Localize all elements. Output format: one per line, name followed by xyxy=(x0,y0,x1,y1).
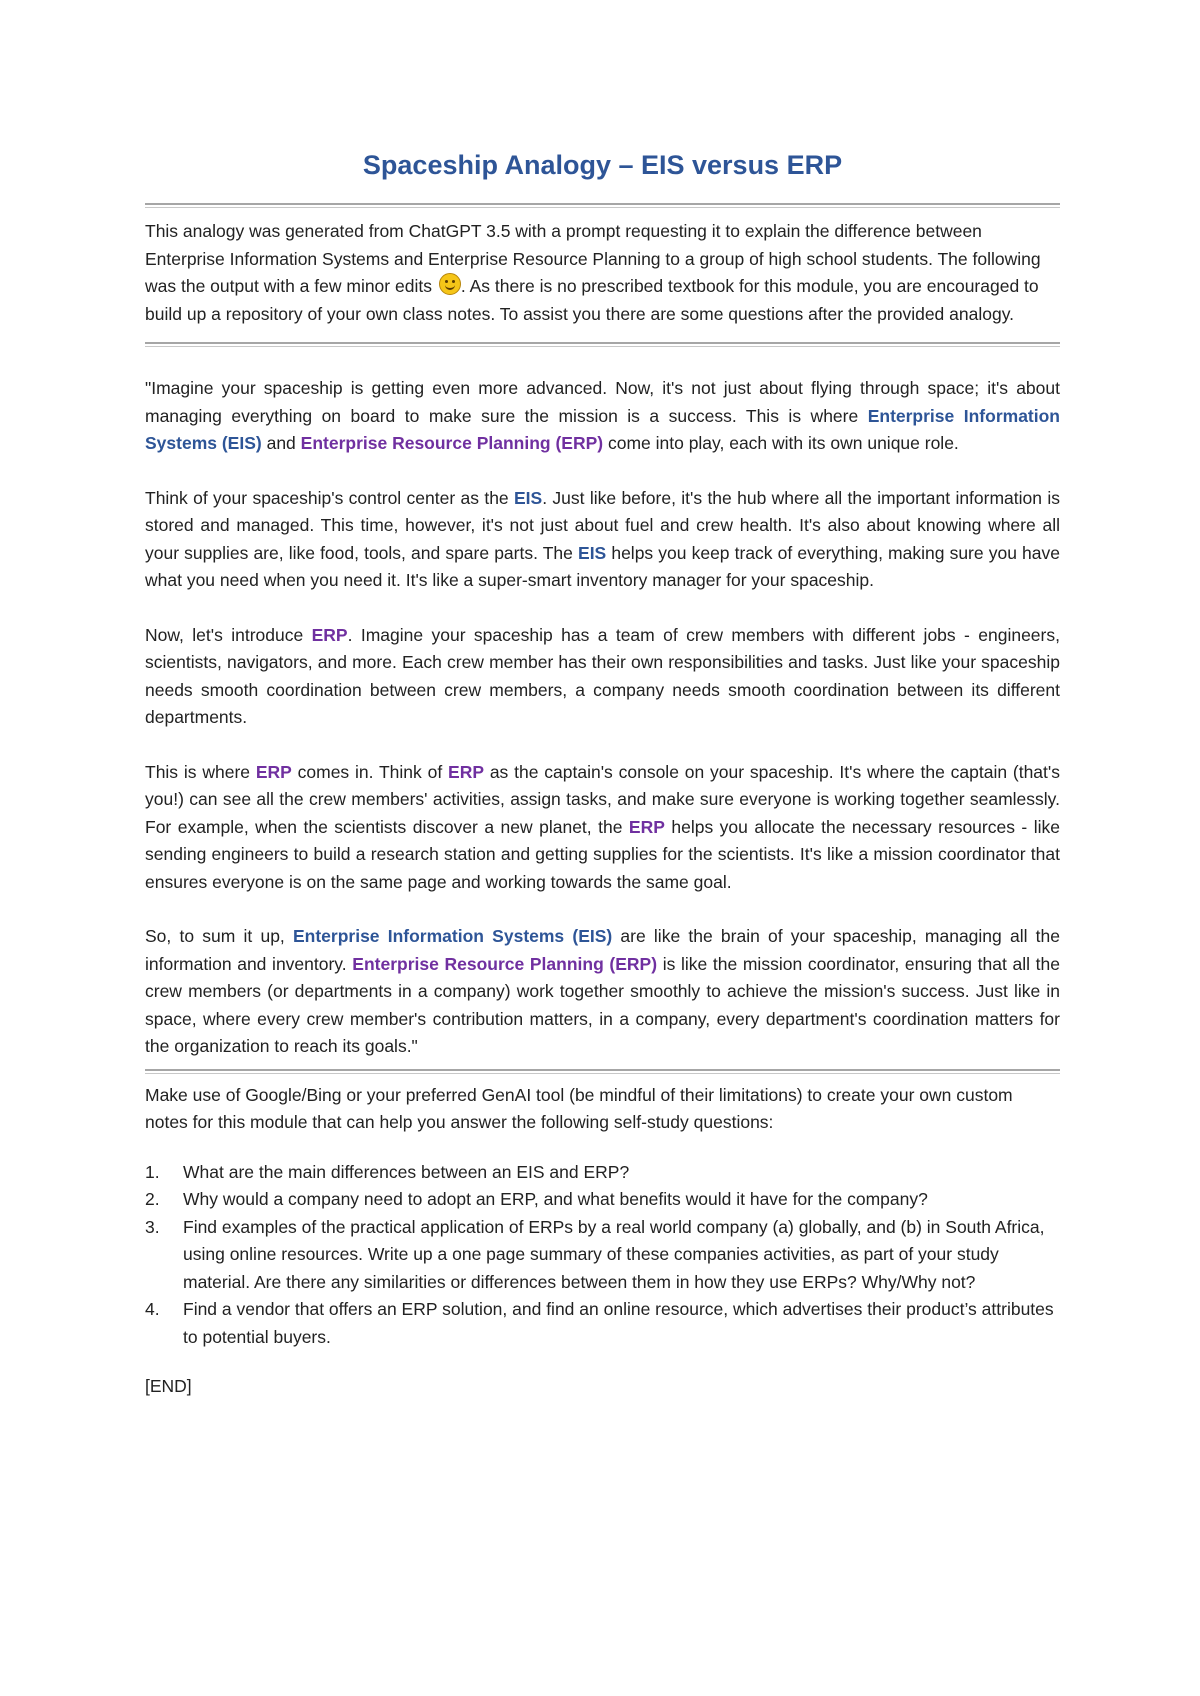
questions-intro: Make use of Google/Bing or your preferred GenAI tool (be mindful of their limitations) to create your own custom notes for this module that can help you answer the following self-study questions: xyxy=(145,1084,1013,1132)
question-number: 2. xyxy=(145,1189,160,1209)
analogy-section xyxy=(145,347,1060,1061)
intro-text-b: . As there is no prescribed textbook for this module, you are encouraged to build up a repository of your own class notes. To assist you there are some questions after the provided analogy. xyxy=(145,276,1039,324)
text-span: . Imagine your spaceship has a team of crew members with different jobs - engineers, scientists, navigators, and more. Each crew member has their own responsibilities and tasks. Just like your spaceship needs smooth coordination between crew members, a company needs smooth coordination between its different departments. xyxy=(145,624,1060,727)
eis-term: EIS xyxy=(514,487,543,508)
questions-section xyxy=(145,1074,1060,1401)
analogy-paragraph-3 xyxy=(145,622,1060,732)
text-span: This is where xyxy=(145,761,256,782)
page-title: Spaceship Analogy – EIS versus ERP xyxy=(362,150,843,180)
text-span: Now, let's introduce xyxy=(145,624,312,645)
question-item xyxy=(145,1296,1060,1351)
text-span: helps you allocate the necessary resources - like sending engineers to build a research station and getting supplies for the scientists. It's like a mission coordinator that ensures everyone is on the same page and working towards the same goal. xyxy=(145,816,1060,892)
text-span: come into play, each with its own unique role. xyxy=(603,433,959,453)
question-text: Find a vendor that offers an ERP solution, and find an online resource, which advertises their product’s attributes to potential buyers. xyxy=(183,1299,1054,1347)
question-item xyxy=(145,1159,1060,1187)
analogy-paragraph-4 xyxy=(145,759,1060,897)
question-number: 3. xyxy=(145,1216,160,1237)
question-number: 1. xyxy=(145,1161,160,1182)
end-marker: [END] xyxy=(145,1376,192,1396)
intro-section xyxy=(145,208,1060,342)
document-content xyxy=(145,140,1060,1401)
erp-term: ERP xyxy=(628,816,665,837)
erp-term: ERP xyxy=(448,761,484,782)
eis-term: Enterprise Information Systems (EIS) xyxy=(145,405,1060,453)
question-item xyxy=(145,1214,1060,1297)
question-item xyxy=(145,1186,1060,1214)
smiley-face-icon xyxy=(439,273,461,295)
text-span: . Just like before, it's the hub where all the important information is stored and managed. This time, however, it's not just about fuel and crew health. It's also about knowing where all your supplies are, like food, tools, and spare parts. The xyxy=(145,487,1060,563)
question-text: Why would a company need to adopt an ERP, and what benefits would it have for the company? xyxy=(183,1189,928,1209)
text-span: are like the brain of your spaceship, managing all the information and inventory. xyxy=(145,926,1060,974)
question-text: Find examples of the practical application of ERPs by a real world company (a) globally, and (b) in South Africa, using online resources. Write up a one page summary of these companies activities, as part of your study material. Are there any similarities or differences between them in how they use ERPs? Why/Why not? xyxy=(183,1216,1045,1292)
text-span: as the captain's console on your spaceship. It's where the captain (that's you!) can see all the crew members' activities, assign tasks, and make sure everyone is working together seamlessly. For example, when the scientists discover a new planet, the xyxy=(145,761,1060,837)
text-span: Think of your spaceship's control center as the xyxy=(145,487,514,508)
eis-term: EIS xyxy=(578,542,607,563)
question-number: 4. xyxy=(145,1299,160,1319)
text-span: comes in. Think of xyxy=(291,761,449,782)
eis-term: Enterprise Information Systems (EIS) xyxy=(292,926,613,946)
questions-list xyxy=(145,1159,1060,1352)
text-span: is like the mission coordinator, ensuring that all the crew members (or departments in a company) work together smoothly to achieve the mission's success. Just like in space, where every crew member's contribution matters, in a company, every department's coordination matters for the organization to reach its goals." xyxy=(145,953,1060,1056)
analogy-paragraph-1 xyxy=(145,375,1060,458)
text-span: "Imagine your spaceship is getting even more advanced. Now, it's not just about flying through space; it's about managing everything on board to make sure the mission is a success. This is where xyxy=(145,378,1060,426)
erp-term: Enterprise Resource Planning (ERP) xyxy=(352,953,658,974)
text-span: and xyxy=(261,433,301,453)
erp-term: ERP xyxy=(255,761,292,782)
text-span: So, to sum it up, xyxy=(145,926,293,946)
analogy-paragraph-2 xyxy=(145,485,1060,595)
intro-paragraph xyxy=(145,218,1060,328)
erp-term: ERP xyxy=(311,624,348,645)
intro-text-a: This analogy was generated from ChatGPT 3.5 with a prompt requesting it to explain the difference between Enterprise Information Systems and Enterprise Resource Planning to a group of high school students. The following was the output with a few minor edits xyxy=(145,221,1041,296)
text-span: helps you keep track of everything, making sure you have what you need when you need it. It's like a super-smart inventory manager for your spaceship. xyxy=(145,542,1060,590)
analogy-paragraph-5 xyxy=(145,923,1060,1061)
erp-term: Enterprise Resource Planning (ERP) xyxy=(300,433,604,453)
question-text: What are the main differences between an EIS and ERP? xyxy=(183,1161,630,1182)
